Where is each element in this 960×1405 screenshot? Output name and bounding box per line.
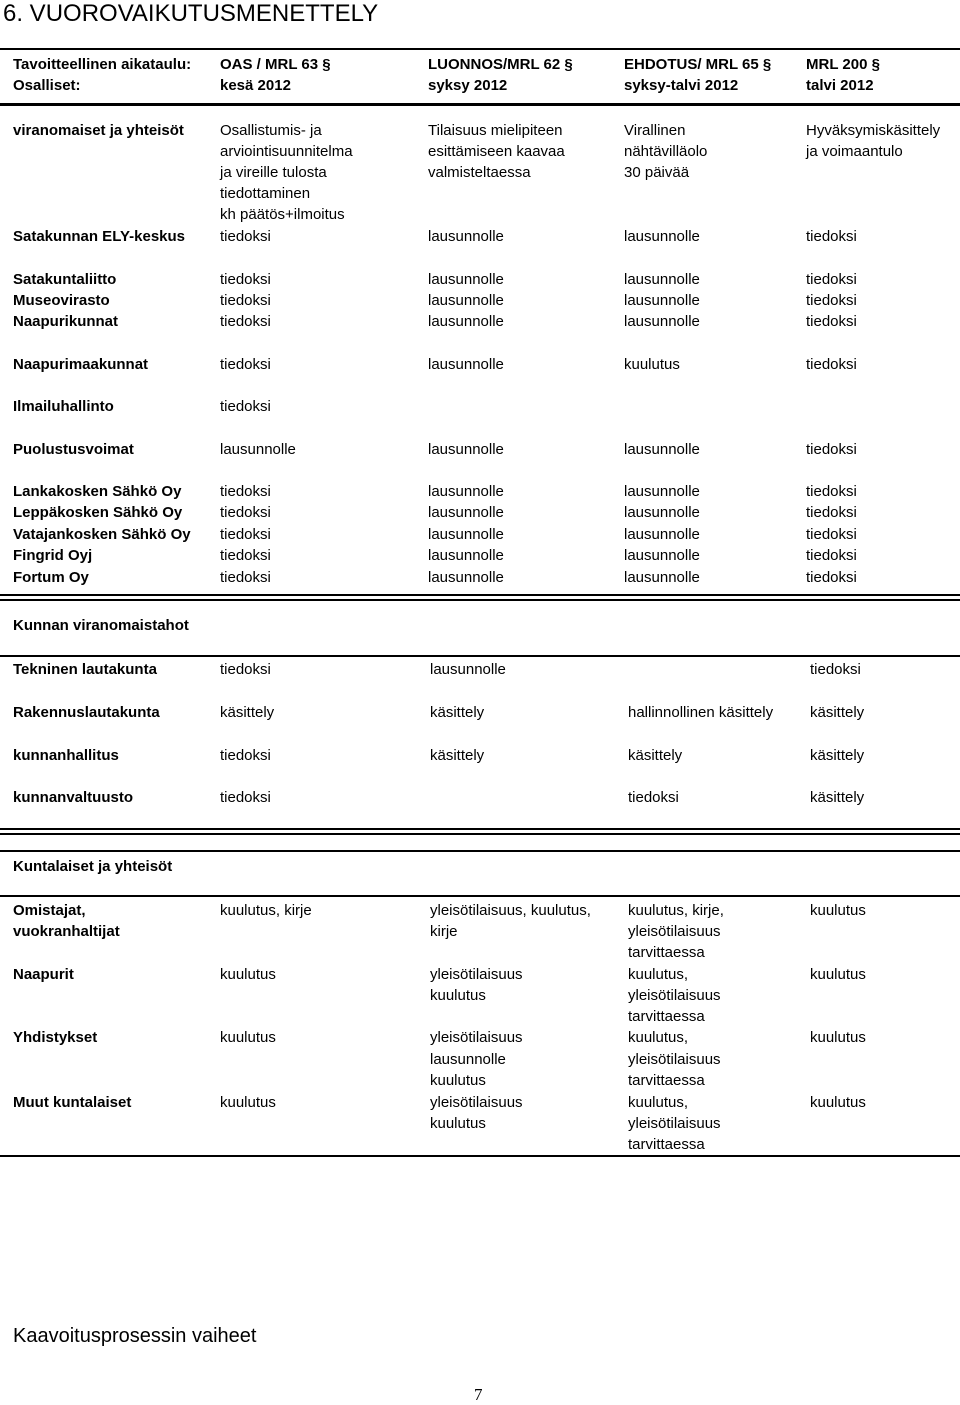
residents-value-luonnos: yleisötilaisuus	[430, 1029, 523, 1046]
authority-value-mrl200: tiedoksi	[806, 547, 857, 564]
authority-value-luonnos: lausunnolle	[428, 228, 504, 245]
authority-value-luonnos: lausunnolle	[428, 441, 504, 458]
phase-oas-l1: Osallistumis- ja	[220, 122, 322, 139]
authority-name: Lankakosken Sähkö Oy	[13, 483, 182, 500]
authority-value-oas: tiedoksi	[220, 228, 271, 245]
residents-value-ehdotus: tarvittaessa	[628, 944, 705, 961]
municipal-value-mrl200: käsittely	[810, 747, 865, 764]
authority-name: Naapurikunnat	[13, 313, 119, 330]
authority-value-luonnos: lausunnolle	[428, 292, 504, 309]
authority-value-ehdotus: lausunnolle	[624, 441, 700, 458]
phase-row-label: viranomaiset ja yhteisöt	[13, 122, 184, 139]
col-ehdotus-l2: syksy-talvi 2012	[624, 77, 739, 94]
residents-value-ehdotus: yleisötilaisuus	[628, 1115, 721, 1132]
municipal-title-divider	[0, 655, 960, 657]
authority-value-mrl200: tiedoksi	[806, 228, 857, 245]
residents-value-mrl200: kuulutus	[810, 1094, 866, 1111]
residents-value-luonnos: yleisötilaisuus	[430, 966, 523, 983]
municipal-name: kunnanvaltuusto	[13, 789, 134, 806]
phase-oas-l5: kh päätös+ilmoitus	[220, 206, 345, 223]
residents-value-luonnos: kuulutus	[430, 987, 486, 1004]
phase-oas-l3: ja vireille tulosta	[220, 164, 327, 181]
municipal-value-oas: käsittely	[220, 704, 275, 721]
phase-ehdotus-l1: Virallinen	[624, 122, 686, 139]
residents-value-oas: kuulutus	[220, 966, 276, 983]
col-luonnos-l1: LUONNOS/MRL 62 §	[428, 56, 573, 73]
municipal-value-mrl200: tiedoksi	[810, 661, 861, 678]
residents-value-ehdotus: yleisötilaisuus	[628, 1051, 721, 1068]
col-mrl200-l2: talvi 2012	[806, 77, 874, 94]
stakeholders-label: Osalliset:	[13, 77, 81, 94]
authority-value-luonnos: lausunnolle	[428, 526, 504, 543]
authority-value-mrl200: tiedoksi	[806, 483, 857, 500]
authority-name: Ilmailuhallinto	[13, 398, 114, 415]
municipal-value-oas: tiedoksi	[220, 789, 271, 806]
authority-value-oas: tiedoksi	[220, 504, 271, 521]
municipal-value-luonnos: käsittely	[430, 747, 485, 764]
residents-title-divider	[0, 895, 960, 897]
authority-name: Fingrid Oyj	[13, 547, 93, 564]
authority-value-oas: tiedoksi	[220, 313, 271, 330]
municipal-value-luonnos: lausunnolle	[430, 661, 506, 678]
authority-value-oas: tiedoksi	[220, 547, 271, 564]
authority-value-ehdotus: lausunnolle	[624, 483, 700, 500]
authority-value-ehdotus: lausunnolle	[624, 504, 700, 521]
municipal-value-luonnos: käsittely	[430, 704, 485, 721]
phase-oas-l4: tiedottaminen	[220, 185, 311, 202]
residents-value-mrl200: kuulutus	[810, 1029, 866, 1046]
section-divider-residents	[0, 828, 960, 835]
authority-name: Vatajankosken Sähkö Oy	[13, 526, 191, 543]
process-caption: Kaavoitusprosessin vaiheet	[13, 1325, 257, 1347]
municipal-value-ehdotus: käsittely	[628, 747, 683, 764]
residents-value-luonnos: kuulutus	[430, 1072, 486, 1089]
phase-mrl200-l1: Hyväksymiskäsittely	[806, 122, 941, 139]
authority-value-luonnos: lausunnolle	[428, 504, 504, 521]
authority-value-oas: tiedoksi	[220, 356, 271, 373]
municipal-value-oas: tiedoksi	[220, 747, 271, 764]
residents-value-ehdotus: tarvittaessa	[628, 1008, 705, 1025]
residents-value-ehdotus: kuulutus, kirje,	[628, 902, 724, 919]
authority-value-oas: tiedoksi	[220, 483, 271, 500]
residents-value-luonnos: kuulutus	[430, 1115, 486, 1132]
authority-value-mrl200: tiedoksi	[806, 526, 857, 543]
residents-name: Omistajat,	[13, 902, 86, 919]
residents-value-ehdotus: yleisötilaisuus	[628, 987, 721, 1004]
authority-value-luonnos: lausunnolle	[428, 356, 504, 373]
municipal-value-ehdotus: tiedoksi	[628, 789, 679, 806]
authority-value-mrl200: tiedoksi	[806, 504, 857, 521]
phase-ehdotus-l2: nähtävilläolo	[624, 143, 708, 160]
authority-value-luonnos: lausunnolle	[428, 271, 504, 288]
authority-value-oas: tiedoksi	[220, 271, 271, 288]
authority-value-luonnos: lausunnolle	[428, 547, 504, 564]
authority-name: Museovirasto	[13, 292, 110, 309]
section-divider-municipal	[0, 594, 960, 601]
municipal-name: kunnanhallitus	[13, 747, 119, 764]
authority-value-oas: tiedoksi	[220, 398, 271, 415]
authority-name: Satakunnan ELY-keskus	[13, 228, 186, 245]
authority-value-ehdotus: lausunnolle	[624, 292, 700, 309]
authority-value-ehdotus: kuulutus	[624, 356, 680, 373]
authority-value-ehdotus: lausunnolle	[624, 526, 700, 543]
header-divider	[0, 103, 960, 106]
title-divider	[0, 48, 960, 50]
residents-section-title: Kuntalaiset ja yhteisöt	[13, 858, 173, 875]
col-oas-l2: kesä 2012	[220, 77, 291, 94]
authority-value-oas: tiedoksi	[220, 292, 271, 309]
residents-value-ehdotus: yleisötilaisuus	[628, 923, 721, 940]
phase-mrl200-l2: ja voimaantulo	[806, 143, 903, 160]
phase-luonnos-l2: esittämiseen kaavaa	[428, 143, 565, 160]
municipal-value-oas: tiedoksi	[220, 661, 271, 678]
col-luonnos-l2: syksy 2012	[428, 77, 508, 94]
municipal-value-mrl200: käsittely	[810, 704, 865, 721]
residents-value-mrl200: kuulutus	[810, 966, 866, 983]
residents-value-mrl200: kuulutus	[810, 902, 866, 919]
authority-value-ehdotus: lausunnolle	[624, 547, 700, 564]
authority-value-ehdotus: lausunnolle	[624, 271, 700, 288]
residents-name: vuokranhaltijat	[13, 923, 120, 940]
authority-value-luonnos: lausunnolle	[428, 569, 504, 586]
municipal-value-ehdotus: hallinnollinen käsittely	[628, 704, 774, 721]
residents-value-luonnos: yleisötilaisuus, kuulutus,	[430, 902, 591, 919]
col-ehdotus-l1: EHDOTUS/ MRL 65 §	[624, 56, 772, 73]
authority-value-mrl200: tiedoksi	[806, 313, 857, 330]
residents-name: Naapurit	[13, 966, 74, 983]
authority-name: Puolustusvoimat	[13, 441, 134, 458]
authority-value-ehdotus: lausunnolle	[624, 228, 700, 245]
phase-oas-l2: arviointisuunnitelma	[220, 143, 353, 160]
phase-ehdotus-l3: 30 päivää	[624, 164, 690, 181]
municipal-name: Tekninen lautakunta	[13, 661, 157, 678]
municipal-value-mrl200: käsittely	[810, 789, 865, 806]
schedule-label: Tavoitteellinen aikataulu:	[13, 56, 192, 73]
page-title: 6. VUOROVAIKUTUSMENETTELY	[3, 0, 379, 27]
authority-value-oas: lausunnolle	[220, 441, 296, 458]
residents-value-oas: kuulutus, kirje	[220, 902, 312, 919]
authority-value-mrl200: tiedoksi	[806, 292, 857, 309]
col-mrl200-l1: MRL 200 §	[806, 56, 880, 73]
authority-value-mrl200: tiedoksi	[806, 441, 857, 458]
authority-value-ehdotus: lausunnolle	[624, 569, 700, 586]
residents-value-oas: kuulutus	[220, 1094, 276, 1111]
residents-value-ehdotus: kuulutus,	[628, 1094, 689, 1111]
municipal-name: Rakennuslautakunta	[13, 704, 160, 721]
col-oas-l1: OAS / MRL 63 §	[220, 56, 331, 73]
authority-name: Fortum Oy	[13, 569, 89, 586]
residents-value-luonnos: yleisötilaisuus	[430, 1094, 523, 1111]
phase-luonnos-l3: valmisteltaessa	[428, 164, 531, 181]
residents-value-ehdotus: kuulutus,	[628, 966, 689, 983]
authority-name: Satakuntaliitto	[13, 271, 117, 288]
authority-value-luonnos: lausunnolle	[428, 313, 504, 330]
authority-value-luonnos: lausunnolle	[428, 483, 504, 500]
table-bottom-divider	[0, 1155, 960, 1157]
authority-name: Naapurimaakunnat	[13, 356, 149, 373]
residents-value-oas: kuulutus	[220, 1029, 276, 1046]
authority-name: Leppäkosken Sähkö Oy	[13, 504, 183, 521]
residents-value-luonnos: kirje	[430, 923, 458, 940]
authority-value-oas: tiedoksi	[220, 526, 271, 543]
authority-value-mrl200: tiedoksi	[806, 569, 857, 586]
residents-value-ehdotus: tarvittaessa	[628, 1072, 705, 1089]
residents-value-ehdotus: kuulutus,	[628, 1029, 689, 1046]
residents-value-ehdotus: tarvittaessa	[628, 1136, 705, 1153]
phase-luonnos-l1: Tilaisuus mielipiteen	[428, 122, 563, 139]
authority-value-oas: tiedoksi	[220, 569, 271, 586]
residents-name: Muut kuntalaiset	[13, 1094, 132, 1111]
residents-name: Yhdistykset	[13, 1029, 98, 1046]
municipal-section-title: Kunnan viranomaistahot	[13, 617, 189, 634]
page-number: 7	[474, 1385, 483, 1404]
section-divider-residents-2	[0, 850, 960, 852]
authority-value-mrl200: tiedoksi	[806, 356, 857, 373]
residents-value-luonnos: lausunnolle	[430, 1051, 506, 1068]
authority-value-ehdotus: lausunnolle	[624, 313, 700, 330]
authority-value-mrl200: tiedoksi	[806, 271, 857, 288]
